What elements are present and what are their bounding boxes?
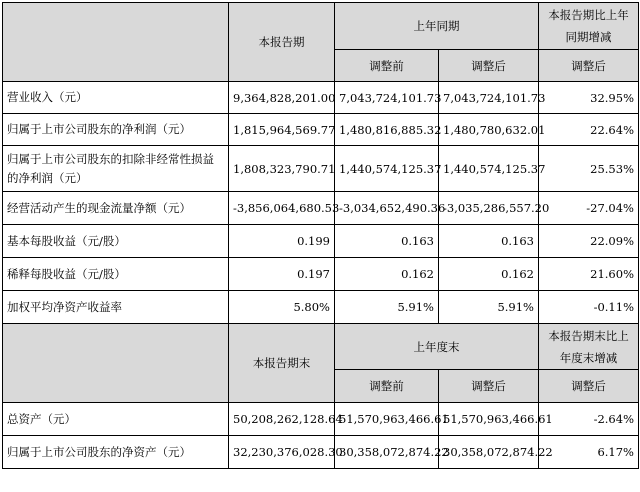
cell-current: 5.80% bbox=[229, 291, 335, 324]
header-after-adjustment: 调整后 bbox=[439, 50, 539, 82]
table-row bbox=[3, 403, 639, 436]
cell-change: 22.64% bbox=[539, 114, 639, 146]
cell-change: 22.09% bbox=[539, 225, 639, 258]
cell-change: 32.95% bbox=[539, 82, 639, 114]
cell-change: -2.64% bbox=[539, 403, 639, 436]
cell-before: 7,043,724,101.73 bbox=[335, 82, 439, 114]
cell-after: 1,480,780,632.01 bbox=[439, 114, 539, 146]
cell-change: 21.60% bbox=[539, 258, 639, 291]
cell-current: 9,364,828,201.00 bbox=[229, 82, 335, 114]
table-row bbox=[3, 258, 639, 291]
cell-current: 1,808,323,790.71 bbox=[229, 146, 335, 192]
header-change-vs-year-end: 本报告期末比上年度末增减 bbox=[539, 324, 639, 370]
row-label: 归属于上市公司股东的净资产（元） bbox=[3, 436, 229, 469]
row-label: 归属于上市公司股东的净利润（元） bbox=[3, 114, 229, 146]
cell-before: 1,480,816,885.32 bbox=[335, 114, 439, 146]
row-label: 总资产（元） bbox=[3, 403, 229, 436]
cell-after: 30,358,072,874.22 bbox=[439, 436, 539, 469]
cell-change: -0.11% bbox=[539, 291, 639, 324]
cell-before: 51,570,963,466.61 bbox=[335, 403, 439, 436]
financial-summary-table bbox=[2, 2, 639, 469]
header-before-adjustment: 调整前 bbox=[335, 50, 439, 82]
header-yoy-change: 本报告期比上年同期增减 bbox=[539, 3, 639, 50]
header-change-after-adjustment-2: 调整后 bbox=[539, 370, 639, 403]
table-row bbox=[3, 291, 639, 324]
cell-after: 1,440,574,125.37 bbox=[439, 146, 539, 192]
cell-before: 5.91% bbox=[335, 291, 439, 324]
table-row bbox=[3, 436, 639, 469]
table-row bbox=[3, 192, 639, 225]
row-label: 归属于上市公司股东的扣除非经常性损益的净利润（元） bbox=[3, 146, 229, 192]
cell-after: 0.163 bbox=[439, 225, 539, 258]
cell-change: -27.04% bbox=[539, 192, 639, 225]
cell-before: -3,034,652,490.36 bbox=[335, 192, 439, 225]
cell-current: 0.199 bbox=[229, 225, 335, 258]
row-label: 经营活动产生的现金流量净额（元） bbox=[3, 192, 229, 225]
table-row bbox=[3, 82, 639, 114]
table-row bbox=[3, 146, 639, 192]
cell-current: -3,856,064,680.53 bbox=[229, 192, 335, 225]
header-current-period: 本报告期 bbox=[229, 3, 335, 82]
row-label: 稀释每股收益（元/股） bbox=[3, 258, 229, 291]
cell-current: 32,230,376,028.30 bbox=[229, 436, 335, 469]
row-label: 加权平均净资产收益率 bbox=[3, 291, 229, 324]
header-blank-2 bbox=[3, 324, 229, 403]
cell-before: 0.163 bbox=[335, 225, 439, 258]
row-label: 基本每股收益（元/股） bbox=[3, 225, 229, 258]
cell-after: 0.162 bbox=[439, 258, 539, 291]
cell-before: 30,358,072,874.22 bbox=[335, 436, 439, 469]
header-period-end: 本报告期末 bbox=[229, 324, 335, 403]
row-label: 营业收入（元） bbox=[3, 82, 229, 114]
cell-after: 7,043,724,101.73 bbox=[439, 82, 539, 114]
cell-change: 25.53% bbox=[539, 146, 639, 192]
cell-before: 1,440,574,125.37 bbox=[335, 146, 439, 192]
cell-after: 5.91% bbox=[439, 291, 539, 324]
table-row bbox=[3, 114, 639, 146]
header-prior-year-same-period: 上年同期 bbox=[335, 3, 539, 50]
table-row bbox=[3, 225, 639, 258]
header-prior-year-end: 上年度末 bbox=[335, 324, 539, 370]
header-after-adjustment-2: 调整后 bbox=[439, 370, 539, 403]
cell-current: 50,208,262,128.64 bbox=[229, 403, 335, 436]
cell-current: 1,815,964,569.77 bbox=[229, 114, 335, 146]
cell-change: 6.17% bbox=[539, 436, 639, 469]
header-before-adjustment-2: 调整前 bbox=[335, 370, 439, 403]
cell-after: 51,570,963,466.61 bbox=[439, 403, 539, 436]
cell-after: -3,035,286,557.20 bbox=[439, 192, 539, 225]
header-change-after-adjustment: 调整后 bbox=[539, 50, 639, 82]
cell-current: 0.197 bbox=[229, 258, 335, 291]
cell-before: 0.162 bbox=[335, 258, 439, 291]
header-blank-1 bbox=[3, 3, 229, 82]
